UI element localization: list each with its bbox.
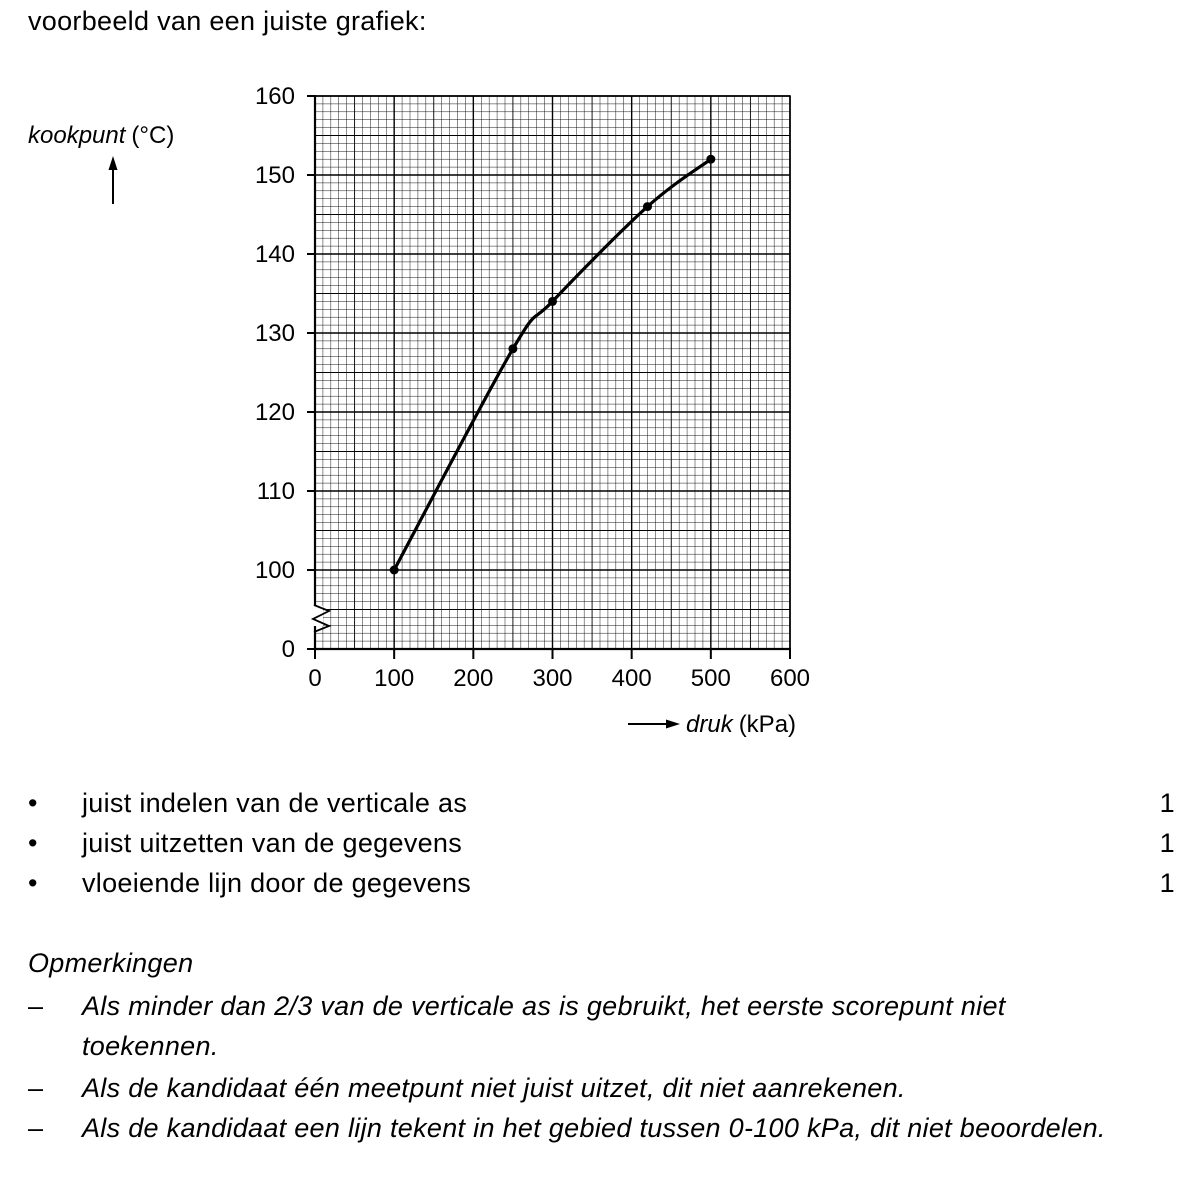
criterion-points: 1 <box>1159 788 1175 818</box>
data-point <box>706 155 715 164</box>
x-axis-arrow-icon <box>628 720 680 729</box>
y-tick-label: 130 <box>254 320 295 347</box>
criterion-2 <box>0 828 1185 868</box>
note-text: Als minder dan 2/3 van de verticale as is gebruikt, het eerste scorepunt niet toekennen. <box>82 991 1006 1061</box>
y-axis-label-unit: (°C) <box>131 122 175 149</box>
criterion-text: juist indelen van de verticale as <box>82 788 468 818</box>
note-text: Als de kandidaat één meetpunt niet juist uitzet, dit niet aanrekenen. <box>82 1073 906 1103</box>
criterion-text: juist uitzetten van de gegevens <box>82 828 463 858</box>
criterion-1 <box>0 788 1185 828</box>
data-point <box>508 344 517 353</box>
bullet: • <box>28 868 38 898</box>
x-tick-label: 100 <box>374 665 415 692</box>
criterion-points: 1 <box>1159 868 1175 898</box>
note-dash: – <box>28 1073 44 1103</box>
data-point <box>390 566 399 575</box>
x-tick-label: 400 <box>611 665 652 692</box>
notes-title: Opmerkingen <box>28 948 194 978</box>
chart-grid <box>315 96 790 649</box>
x-axis-label-italic: druk <box>686 711 733 738</box>
y-tick-label: 110 <box>256 478 295 505</box>
x-axis-label-unit: (kPa) <box>738 711 797 738</box>
intro-text: voorbeeld van een juiste grafiek: <box>28 6 427 36</box>
y-tick-label: 140 <box>254 241 295 268</box>
note-text: Als de kandidaat een lijn tekent in het gebied tussen 0-100 kPa, dit niet beoordelen. <box>82 1113 1106 1143</box>
data-point <box>548 297 557 306</box>
x-tick-label: 600 <box>769 665 811 692</box>
x-tick-label: 0 <box>308 665 322 692</box>
criterion-text: vloeiende lijn door de gegevens <box>82 868 472 898</box>
y-tick-labels <box>255 83 315 663</box>
y-axis-arrow-icon <box>109 156 118 204</box>
y-tick-label: 150 <box>254 162 295 189</box>
y-tick-label: 160 <box>254 83 295 110</box>
y-tick-label: 100 <box>254 557 295 584</box>
criterion-points: 1 <box>1159 828 1175 858</box>
bullet: • <box>28 788 38 818</box>
criterion-3 <box>0 868 1185 908</box>
note-dash: – <box>28 991 44 1021</box>
y-axis-label <box>28 122 174 149</box>
x-axis-label <box>686 711 796 738</box>
bullet: • <box>28 828 38 858</box>
note-dash: – <box>28 1113 44 1143</box>
x-tick-label: 300 <box>532 665 573 692</box>
x-tick-label: 500 <box>690 665 731 692</box>
x-tick-labels <box>308 649 810 692</box>
x-tick-label: 200 <box>453 665 494 692</box>
y-tick-label: 120 <box>254 399 295 426</box>
y-tick-label: 0 <box>281 636 295 663</box>
y-axis-label-italic: kookpunt <box>28 122 126 149</box>
data-point <box>643 202 652 211</box>
